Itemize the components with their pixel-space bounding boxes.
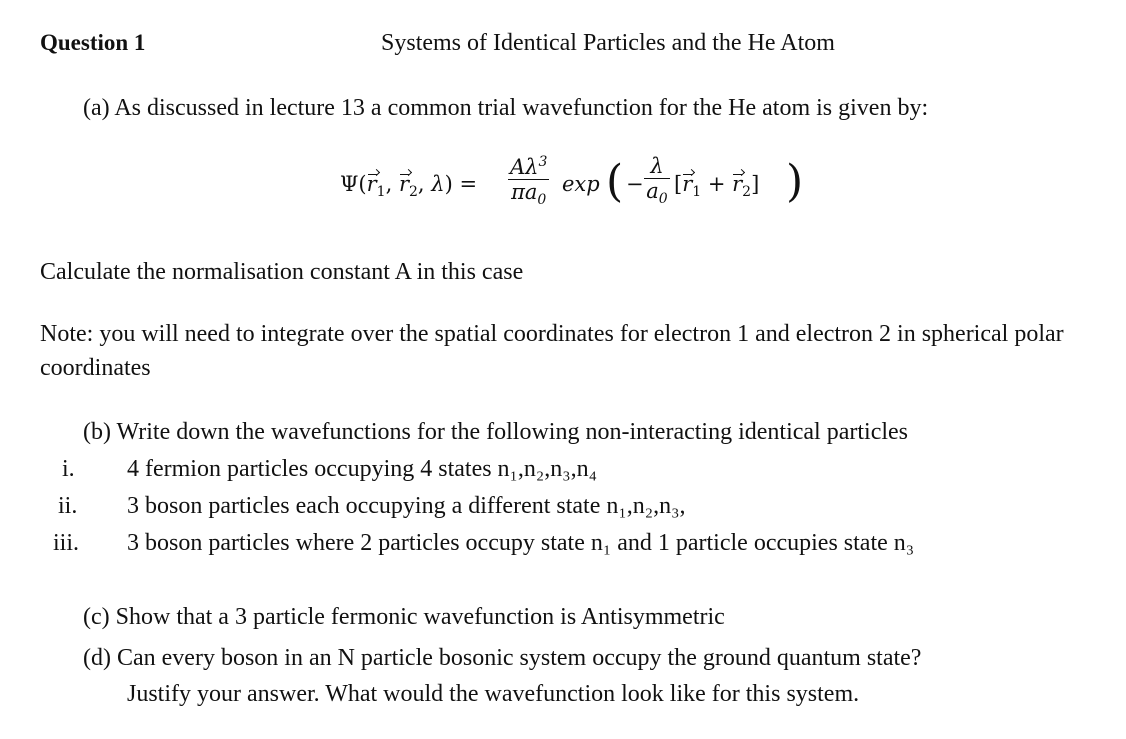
wavefunction-equation [340,150,820,230]
part-c-text: (c) Show that a 3 particle fermonic wavefunction is Antisymmetric [83,604,725,630]
integration-note: Note: you will need to integrate over the spatial coordinates for electron 1 and electron 2 in spherical polar coordinates [40,321,1064,381]
part-d-line2: Justify your answer. What would the wavefunction look like for this system. [127,681,860,707]
prefactor-denominator: $\pi a_0$ [511,180,547,209]
item-roman-ii: ii. [58,493,78,519]
exp-function: exp [562,172,600,196]
equation-lhs: $\Psi(r_1$, $r_2$, λ) = [340,172,478,201]
question-title: Systems of Identical Particles and the He Atom [381,30,835,56]
exponent-denominator: $a_0$ [646,179,668,208]
part-d-line1: (d) Can every boson in an N particle bosonic system occupy the ground quantum state? [83,645,922,671]
exponent-numerator: λ [650,154,664,178]
item-text-iii: 3 boson particles where 2 particles occupy state n₁ and 1 particle occupies state n₃ [127,530,915,556]
exponent-fraction [644,154,670,207]
item-text-ii: 3 boson particles each occupying a different state n₁,n₂,n₃, [127,493,686,519]
calculate-instruction: Calculate the normalisation constant A in this case [40,259,524,285]
minus-sign: − [626,172,644,196]
question-number: Question 1 [40,30,146,55]
right-paren: ) [786,156,804,207]
prefactor-fraction [508,154,549,208]
prefactor-numerator: $A\lambda^3$ [510,154,548,179]
item-roman-i: i. [62,456,75,482]
exponent-bracket: $[r_1 + r_2]$ [674,172,760,201]
part-a-intro: (a) As discussed in lecture 13 a common trial wavefunction for the He atom is given by: [83,95,929,121]
item-text-i: 4 fermion particles occupying 4 states n₁,n₂,n₃,n₄ [127,456,598,482]
item-roman-iii: iii. [53,530,80,556]
left-paren: ( [606,156,624,207]
part-b-intro: (b) Write down the wavefunctions for the following non-interacting identical particles [83,419,908,445]
